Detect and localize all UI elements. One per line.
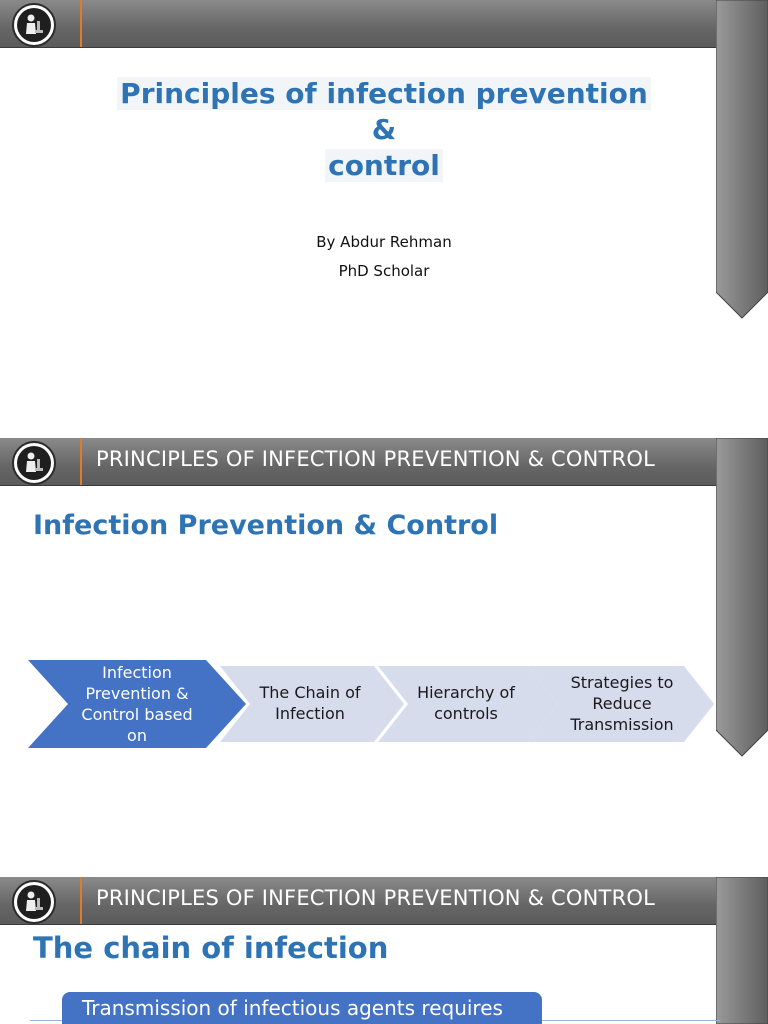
- header-title: PRINCIPLES OF INFECTION PREVENTION & CONTROL: [96, 447, 655, 471]
- slide-title: [0, 0, 768, 390]
- slide-title-line1: Principles of infection prevention: [0, 76, 768, 112]
- scientist-logo-icon: [12, 441, 56, 485]
- header-bar: [0, 438, 716, 486]
- header-title: PRINCIPLES OF INFECTION PREVENTION & CONTROL: [96, 886, 655, 910]
- slide-title-line3: control: [0, 148, 768, 184]
- header-accent-line: [80, 438, 82, 485]
- slide-chain-of-infection: [0, 877, 768, 1024]
- side-arrow-banner: [716, 877, 768, 1024]
- scientist-logo-icon: [12, 880, 56, 924]
- slide-title-line2: &: [371, 113, 397, 146]
- chevron-label-2: The Chain of Infection: [259, 683, 361, 723]
- requirement-tab: [62, 992, 542, 1024]
- author-role: PhD Scholar: [338, 262, 430, 280]
- requirement-tab-label: Transmission of infectious agents requires: [82, 996, 503, 1020]
- header-accent-line: [80, 0, 82, 47]
- slide-overview: [0, 438, 768, 830]
- author-name: By Abdur Rehman: [316, 233, 452, 251]
- header-bar: [0, 0, 716, 48]
- section-title: Infection Prevention & Control: [33, 510, 499, 541]
- header-accent-line: [80, 877, 82, 924]
- chevron-label-1: Infection Prevention & Control based on: [81, 663, 193, 745]
- chevron-label-4: Strategies to Reduce Transmission: [570, 672, 674, 734]
- header-bar: [0, 877, 716, 925]
- scientist-logo-icon: [12, 3, 56, 47]
- chevron-label-3: Hierarchy of controls: [417, 683, 515, 723]
- section-title: The chain of infection: [33, 931, 389, 965]
